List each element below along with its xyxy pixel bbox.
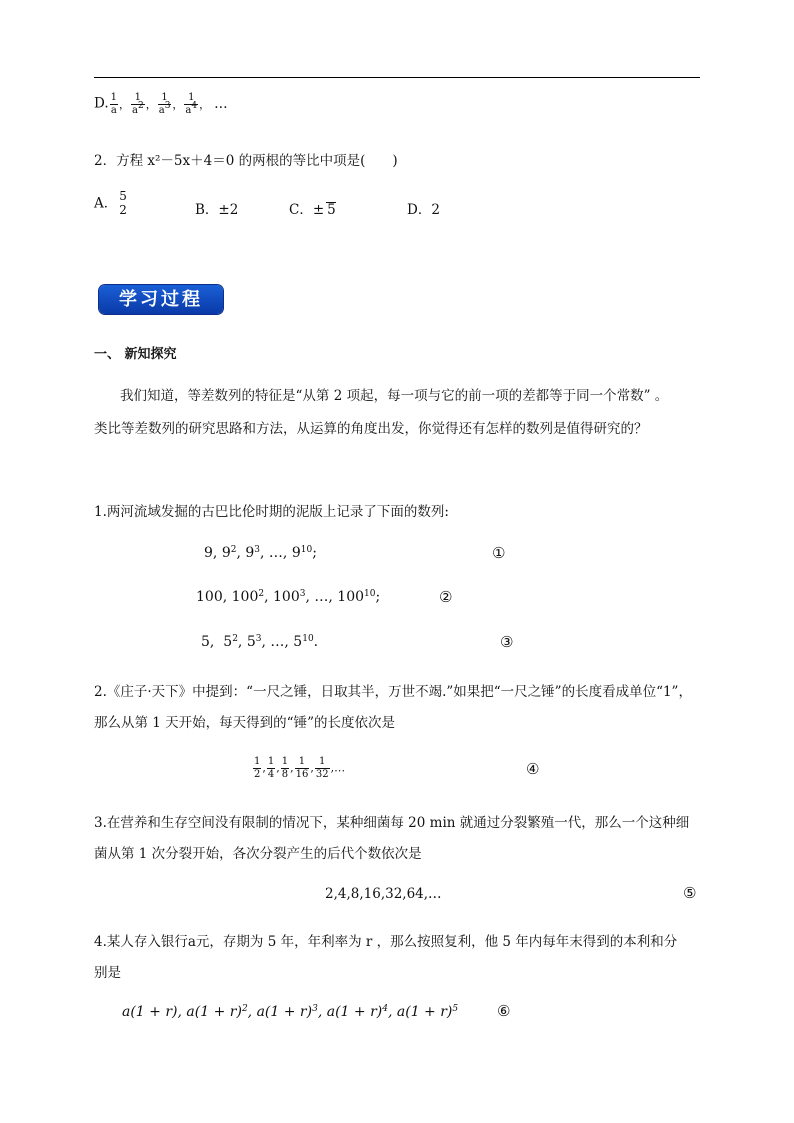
marker-2: ② <box>439 588 453 606</box>
fraction: $\frac{1}{2}$ <box>254 756 261 780</box>
example-1-text: 1.两河流域发掘的古巴比伦时期的泥版上记录了下面的数列: <box>94 504 449 520</box>
fraction: 5 2 <box>119 189 127 217</box>
question-2-option-a: A． 5 2 <box>94 189 127 217</box>
fraction-sequence: $\frac{1}{2}$ , $\frac{1}{4}$ , $\frac{1}{8}$ , $\frac{1}{16}$ , $\frac{1}{32}$ ,… <box>254 756 346 780</box>
marker-3: ③ <box>500 633 514 651</box>
question-2-option-c: C．± 5 <box>289 202 336 218</box>
example-4-line-1: 4.某人存入银行a元，存期为 5 年，年利率为 r ，那么按照复利，他 5 年内每年末得到的本利和分 <box>94 934 678 950</box>
fraction: $\frac{1}{16}$ <box>295 756 309 780</box>
question-2-stem: 2．方程 x²－5x＋4＝0 的两根的等比中项是( ) <box>94 153 398 169</box>
example-2-line-2: 那么从第 1 天开始，每天得到的“锤”的长度依次是 <box>94 715 395 731</box>
fraction: $\frac{1}{a}$ <box>110 92 118 116</box>
example-2-line-1: 2.《庄子·天下》中提到：“一尺之锤，日取其半，万世不竭.”如果把“一尺之锤”的长度看成单位“1”， <box>94 684 692 700</box>
section-banner: 学习过程 <box>99 285 223 314</box>
ellipsis: … <box>214 95 228 112</box>
marker-4: ④ <box>526 760 540 778</box>
sequence-1: 9, $9^2$, $9^3$, …, $9^{10}$; <box>204 545 317 561</box>
marker-6: ⑥ <box>497 1002 511 1020</box>
question-2-option-b: B．±2 <box>195 202 239 218</box>
bacteria-sequence: 2,4,8,16,32,64,… <box>325 886 442 902</box>
option-d: D. $\frac{1}{a}$ ， $\frac{1}{a^2}$ ， $\frac{1}{a^3}$ ， $\frac{1}{a^4}$ ， … <box>94 92 228 116</box>
sequence-2: 100, $100^2$, $100^3$, …, $100^{10}$; <box>196 589 381 605</box>
intro-line-2: 类比等差数列的研究思路和方法，从运算的角度出发，你觉得还有怎样的数列是值得研究的？ <box>94 421 648 437</box>
fraction: $\frac{1}{4}$ <box>267 756 275 780</box>
fraction: $\frac{1}{32}$ <box>315 756 329 780</box>
sequence-3: 5, $5^2$, $5^3$, …, $5^{10}$. <box>201 634 319 650</box>
example-4-line-2: 别是 <box>94 965 121 981</box>
sqrt-value: 5 <box>327 202 336 218</box>
marker-1: ① <box>492 544 506 562</box>
fraction: $\frac{1}{a^3}$ <box>158 92 171 116</box>
section-heading: 一、 新知探究 <box>94 347 177 362</box>
option-d-label: D. <box>94 95 109 112</box>
header-rule <box>94 77 700 78</box>
example-3-line-1: 3.在营养和生存空间没有限制的情况下，某种细菌每 20 min 就通过分裂繁殖一代，那么一个这种细 <box>94 815 690 831</box>
marker-5: ⑤ <box>683 884 697 902</box>
compound-interest-sequence: a(1 + r), $a(1 + r)^2$, $a(1 + r)^3$, $a(1 + r)^4$, $a(1 + r)^5$ <box>122 1004 459 1020</box>
fraction: $\frac{1}{8}$ <box>281 756 289 780</box>
intro-line-1: 我们知道，等差数列的特征是“从第 2 项起，每一项与它的前一项的差都等于同一个常数” 。 <box>120 388 669 404</box>
fraction: $\frac{1}{a^2}$ <box>132 92 144 116</box>
fraction: $\frac{1}{a^4}$ <box>185 92 198 116</box>
example-3-line-2: 菌从第 1 次分裂开始，各次分裂产生的后代个数依次是 <box>94 846 422 862</box>
question-2-option-d: D．2 <box>407 202 440 218</box>
